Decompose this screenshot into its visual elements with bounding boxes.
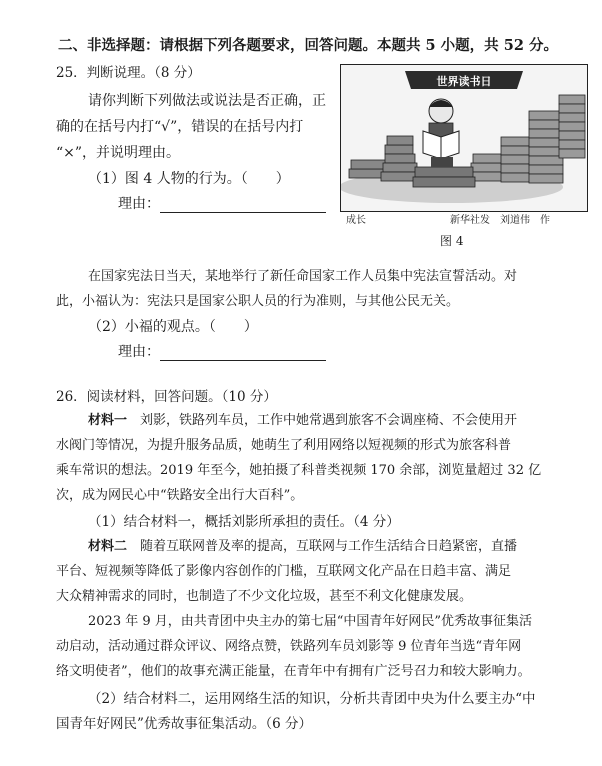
- material-2-label: 材料二: [88, 539, 128, 554]
- material-2-para2-line-2: 动启动，活动通过群众评议、网络点赞，铁路列车员刘影等 9 位青年当选“青年网: [56, 639, 522, 654]
- material-2-line-3: 大众精神需求的同时，也制造了不少文化垃圾，甚至不利文化健康发展。: [56, 589, 473, 604]
- material-2-line-2: 平台、短视频等降低了影像内容创作的门槛，互联网文化产品在日趋丰富、满足: [56, 564, 512, 579]
- figure-caption-left: 成长: [346, 215, 366, 226]
- cartoon-illustration: [341, 65, 587, 211]
- q25-intro-line-3: “×”，并说明理由。: [56, 145, 181, 161]
- q25-intro-line-2: 确的在括号内打“√”，错误的在括号内打: [56, 119, 304, 135]
- q26-subquestion-2-line-2: 国青年好网民”优秀故事征集活动。（6 分）: [56, 716, 313, 732]
- figure-label: 图 4: [440, 234, 464, 248]
- q26-subquestion-1: （1）结合材料一，概括刘影所承担的责任。（4 分）: [88, 514, 400, 530]
- q25-scenario-line-1: 在国家宪法日当天，某地举行了新任命国家工作人员集中宪法宣誓活动。对: [88, 269, 518, 284]
- banner-text: 世界读书日: [436, 75, 492, 88]
- material-2-para2-line-3: 络文明使者”，他们的故事充满正能量，在青年中有拥有广泛号召力和较大影响力。: [56, 664, 531, 679]
- q26-subquestion-2-line-1: （2）结合材料二，运用网络生活的知识，分析共青团中央为什么要主办“中: [88, 691, 536, 707]
- q26-title: 26．阅读材料，回答问题。（10 分）: [56, 389, 277, 405]
- material-1-line-1: [88, 412, 517, 430]
- material-1-line-3: 乘车常识的想法。2019 年至今，她拍摄了科普类视频 170 余部，浏览量超过 32 亿: [56, 463, 542, 478]
- section-header: 二、非选择题：请根据下列各题要求，回答问题。本题共 5 小题，共 52 分。: [58, 37, 558, 54]
- figure-4-cartoon: [340, 64, 588, 212]
- material-1-label: 材料一: [88, 413, 128, 428]
- material-2-para2-line-1: 2023 年 9 月，由共青团中央主办的第七届“中国青年好网民”优秀故事征集活: [88, 614, 533, 629]
- q25-reason-2: [118, 343, 326, 361]
- figure-caption-right: 新华社发 刘道伟 作: [450, 215, 550, 226]
- material-1-line-2: 水阀门等情况，为提升服务品质，她萌生了利用网络以短视频的形式为旅客科普: [56, 438, 512, 453]
- material-1-text: 刘影，铁路列车员，工作中她常遇到旅客不会调座椅、不会使用开: [127, 413, 518, 428]
- q25-item-1: （1）图 4 人物的行为。（ ）: [88, 171, 290, 187]
- q25-intro-line-1: 请你判断下列做法或说法是否正确，正: [88, 93, 326, 109]
- q25-reason-1: [118, 195, 326, 213]
- answer-blank[interactable]: [160, 344, 326, 361]
- reason-label: 理由：: [118, 196, 160, 212]
- material-2-line-1: [88, 538, 517, 556]
- q25-item-2: （2）小福的观点。（ ）: [88, 319, 258, 335]
- reason-label: 理由：: [118, 344, 160, 360]
- q25-title: 25．判断说理。（8 分）: [56, 65, 201, 81]
- q25-scenario-line-2: 此，小福认为：宪法只是国家公职人员的行为准则，与其他公民无关。: [56, 294, 460, 309]
- material-2-text: 随着互联网普及率的提高，互联网与工作生活结合日趋紧密，直播: [127, 539, 518, 554]
- material-1-line-4: 次，成为网民心中“铁路安全出行大百科”。: [56, 488, 304, 503]
- answer-blank[interactable]: [160, 196, 326, 213]
